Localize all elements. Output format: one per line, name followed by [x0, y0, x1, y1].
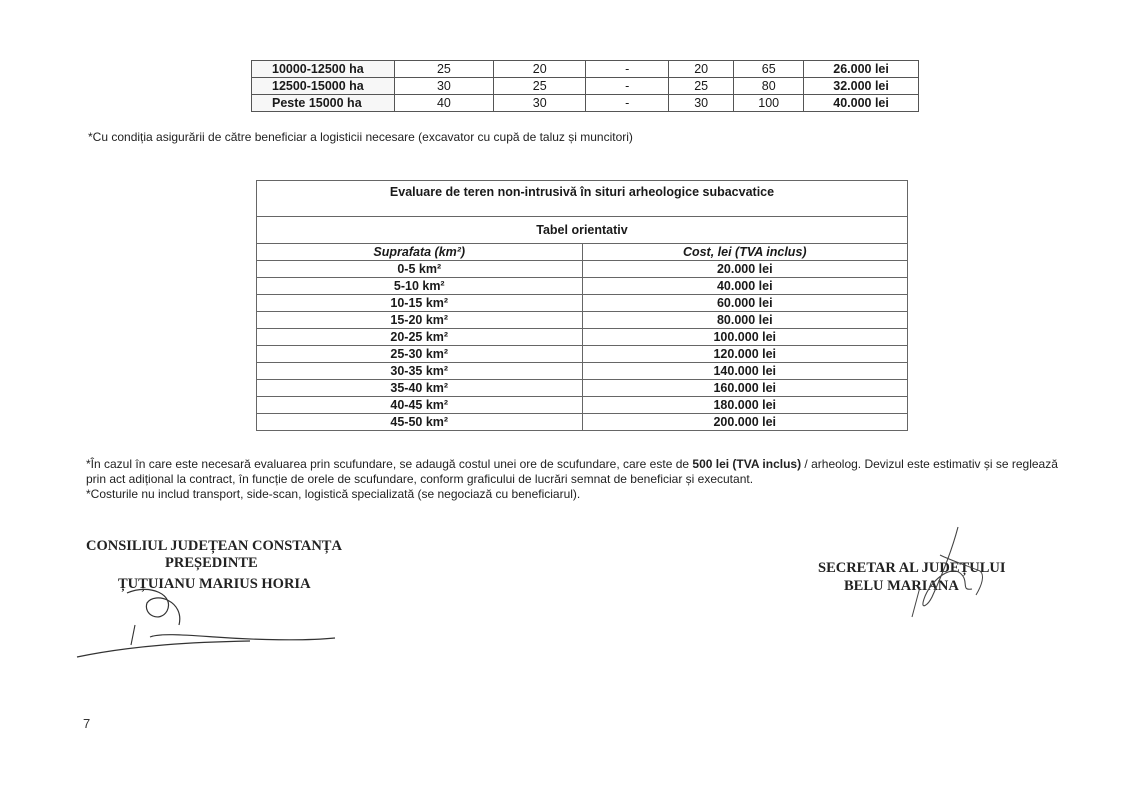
cost-cell: 40.000 lei — [582, 278, 908, 295]
surface-cell: 20-25 km² — [257, 329, 583, 346]
page-number: 7 — [83, 716, 91, 731]
surface-cell: 5-10 km² — [257, 278, 583, 295]
table-row — [252, 95, 919, 112]
cost-cell: 26.000 lei — [804, 61, 919, 78]
surface-cell: 0-5 km² — [257, 261, 583, 278]
table-row — [257, 346, 908, 363]
value-cell: - — [586, 95, 669, 112]
cost-cell: 100.000 lei — [582, 329, 908, 346]
president-signature — [75, 585, 345, 665]
surface-cell: 35-40 km² — [257, 380, 583, 397]
table-row — [257, 312, 908, 329]
table-subtitle: Tabel orientativ — [257, 217, 908, 244]
column-header-surface: Suprafata (km²) — [257, 244, 583, 261]
value-cell: 25 — [494, 78, 586, 95]
table-title: Evaluare de teren non-intrusivă în situri arheologice subacvatice — [257, 181, 908, 217]
underwater-evaluation-table — [256, 180, 908, 431]
table-row — [257, 261, 908, 278]
cost-cell: 120.000 lei — [582, 346, 908, 363]
excluded-costs-note: *Costurile nu includ transport, side-scan, logistică specializată (se negociază cu beneficiarul). — [86, 487, 581, 501]
table-row — [257, 329, 908, 346]
value-cell: 25 — [668, 78, 733, 95]
president-name: ȚUȚUIANU MARIUS HORIA — [118, 576, 311, 592]
table-title-row — [257, 181, 908, 217]
table-row — [257, 363, 908, 380]
area-range-cell: 10000-12500 ha — [252, 61, 395, 78]
council-name: CONSILIUL JUDEȚEAN CONSTANȚA — [86, 538, 342, 554]
value-cell: 80 — [734, 78, 804, 95]
column-header-cost: Cost, lei (TVA inclus) — [582, 244, 908, 261]
secretary-title: SECRETAR AL JUDEȚULUI — [818, 560, 1006, 576]
cost-cell: 60.000 lei — [582, 295, 908, 312]
cost-cell: 32.000 lei — [804, 78, 919, 95]
president-title: PREȘEDINTE — [165, 555, 258, 571]
table-row — [252, 61, 919, 78]
cost-cell: 160.000 lei — [582, 380, 908, 397]
value-cell: 40 — [394, 95, 493, 112]
area-range-cell: Peste 15000 ha — [252, 95, 395, 112]
surface-cell: 30-35 km² — [257, 363, 583, 380]
diving-hour-cost: 500 lei (TVA inclus) — [692, 457, 802, 471]
cost-cell: 200.000 lei — [582, 414, 908, 431]
area-range-cell: 12500-15000 ha — [252, 78, 395, 95]
cost-cell: 180.000 lei — [582, 397, 908, 414]
table-subtitle-row — [257, 217, 908, 244]
value-cell: 65 — [734, 61, 804, 78]
diving-note-text-end: / arheolog. Devizul este estimativ și se reglează prin act adițional la contract, în funcție de orele de scufundare, conform graficului de lucrări semnat de beneficiar și executant. — [86, 457, 1058, 486]
surface-cell: 40-45 km² — [257, 397, 583, 414]
cost-table-hectares — [251, 60, 919, 112]
surface-cell: 15-20 km² — [257, 312, 583, 329]
table-row — [257, 380, 908, 397]
value-cell: 100 — [734, 95, 804, 112]
value-cell: 25 — [394, 61, 493, 78]
diving-cost-note — [86, 457, 1081, 502]
value-cell: 30 — [394, 78, 493, 95]
table-row — [257, 414, 908, 431]
table-row — [257, 295, 908, 312]
surface-cell: 45-50 km² — [257, 414, 583, 431]
logistics-note: *Cu condiția asigurării de către beneficiar a logisticii necesare (excavator cu cupă de taluz și muncitori) — [88, 130, 633, 144]
cost-cell: 80.000 lei — [582, 312, 908, 329]
table-row — [257, 397, 908, 414]
surface-cell: 10-15 km² — [257, 295, 583, 312]
value-cell: 30 — [494, 95, 586, 112]
surface-cell: 25-30 km² — [257, 346, 583, 363]
cost-cell: 20.000 lei — [582, 261, 908, 278]
value-cell: - — [586, 78, 669, 95]
value-cell: 20 — [668, 61, 733, 78]
value-cell: 30 — [668, 95, 733, 112]
diving-note-text-start: *În cazul în care este necesară evaluarea prin scufundare, se adaugă costul unei ore de scufundare, care este de — [86, 457, 693, 471]
table-header-row — [257, 244, 908, 261]
table-row — [257, 278, 908, 295]
value-cell: - — [586, 61, 669, 78]
value-cell: 20 — [494, 61, 586, 78]
cost-cell: 140.000 lei — [582, 363, 908, 380]
table-row — [252, 78, 919, 95]
cost-cell: 40.000 lei — [804, 95, 919, 112]
secretary-signature — [900, 525, 1000, 620]
secretary-name: BELU MARIANA — [844, 578, 959, 594]
